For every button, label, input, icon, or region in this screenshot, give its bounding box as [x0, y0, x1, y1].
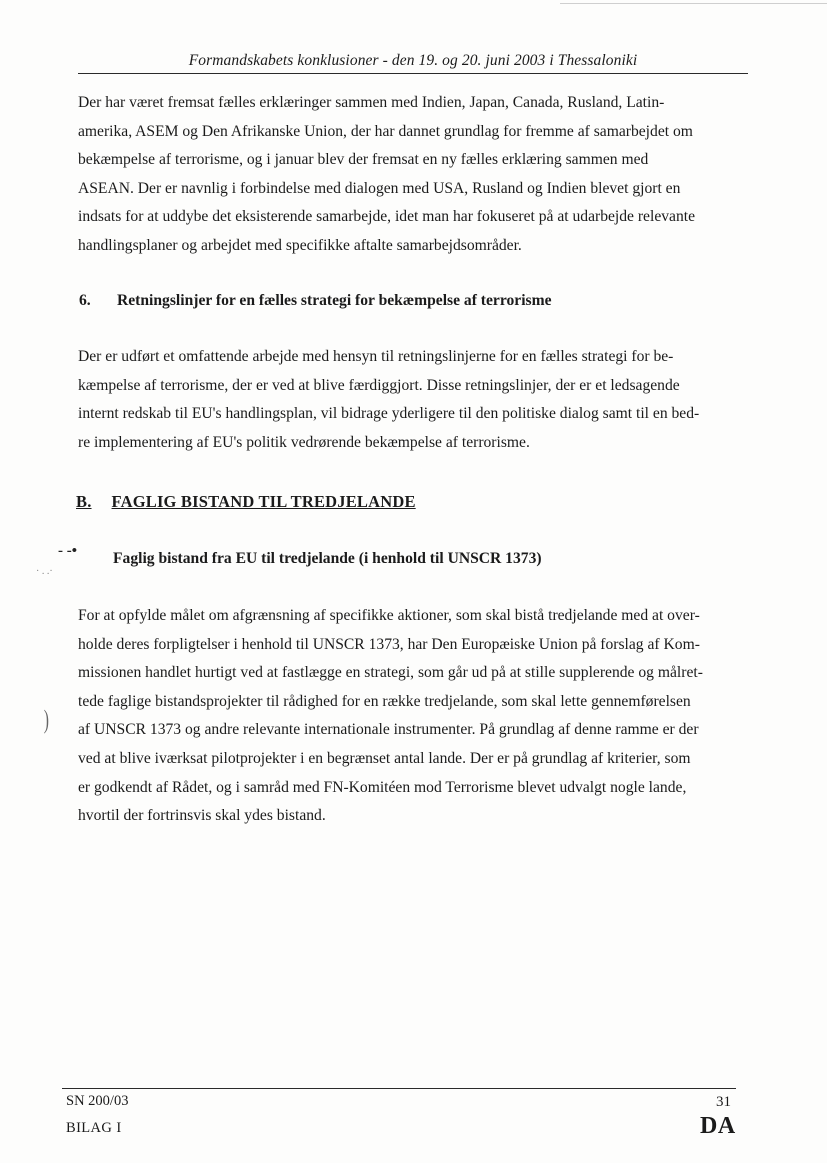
margin-bracket-mark: ) [43, 705, 49, 734]
language-code: DA [700, 1113, 736, 1139]
text-line: For at opfylde målet om afgrænsning af specifikke aktioner, som skal bistå tredjelande med at over- [78, 607, 700, 624]
text-line: er godkendt af Rådet, og i samråd med FN-Komitéen mod Terrorisme blevet udvalgt nogle lande, [78, 778, 687, 796]
text-line: indsats for at uddybe det eksisterende samarbejde, idet man har fokuseret på at udarbejde relevante [78, 208, 696, 226]
page-number: 31 [716, 1094, 731, 1110]
margin-scan-mark: ‑ ‑• [58, 543, 77, 559]
text-line: missionen handlet hurtigt ved at fastlægge en strategi, som går ud på at stille supplerende og målret- [78, 664, 703, 682]
text-line: bekæmpelse af terrorisme, og i januar blev der fremsat en ny fælles erklæring sammen med [78, 151, 649, 169]
text-line: Der er udført et omfattende arbejde med hensyn til retningslinjerne for en fælles strategi for be- [78, 348, 674, 365]
text-line: internt redskab til EU's handlingsplan, vil bidrage yderligere til den politiske dialog samt til en bed- [78, 405, 700, 423]
scan-speck: · . .· [36, 566, 53, 577]
text-line: ved at blive iværksat pilotprojekter i en begrænset antal lande. Der er på grundlag af kriterier, som [78, 749, 691, 767]
paragraph-guidelines [78, 343, 738, 457]
running-header: Formandskabets konklusioner - den 19. og 20. juni 2003 i Thessaloniki [188, 52, 638, 69]
section-6-title: Retningslinjer for en fælles strategi for bekæmpelse af terrorisme [117, 292, 552, 309]
text-line: re implementering af EU's politik vedrørende bekæmpelse af terrorisme. [78, 433, 530, 451]
text-line: holde deres forpligtelser i henhold til UNSCR 1373, har Den Europæiske Union på forslag af Kom- [78, 635, 700, 653]
text-line: af UNSCR 1373 og andre relevante internationale instrumenter. På grundlag af denne ramme er der [78, 721, 699, 739]
section-b-heading [76, 492, 416, 512]
section-b-title: FAGLIG BISTAND TIL TREDJELANDE [111, 492, 416, 511]
subsection-title: Faglig bistand fra EU til tredjelande (i henhold til UNSCR 1373) [113, 550, 542, 567]
scan-edge-line [560, 3, 827, 4]
text-line: amerika, ASEM og Den Afrikanske Union, der har dannet grundlag for fremme af samarbejdet om [78, 122, 693, 140]
section-b-letter: B. [76, 492, 92, 511]
paragraph-technical-assistance [78, 602, 738, 831]
paragraph-partnerships [78, 89, 738, 261]
text-line: kæmpelse af terrorisme, der er ved at blive færdiggjort. Disse retningslinjer, der er et ledsagende [78, 376, 680, 394]
annex-label: BILAG I [66, 1120, 122, 1136]
text-line: handlingsplaner og arbejdet med specifikke aftalte samarbejdsområder. [78, 236, 522, 254]
header-rule [78, 73, 748, 74]
footer-rule [62, 1088, 736, 1089]
text-line: hvortil der fortrinsvis skal ydes bistand. [78, 807, 326, 825]
section-6-number: 6. [79, 292, 91, 309]
text-line: tede faglige bistandsprojekter til rådighed for en række tredjelande, som skal lette gennemførelsen [78, 692, 691, 710]
text-line: Der har været fremsat fælles erklæringer sammen med Indien, Japan, Canada, Rusland, Latin- [78, 94, 665, 111]
document-reference: SN 200/03 [66, 1093, 129, 1109]
text-line: ASEAN. Der er navnlig i forbindelse med dialogen med USA, Rusland og Indien blevet gjort en [78, 179, 681, 197]
